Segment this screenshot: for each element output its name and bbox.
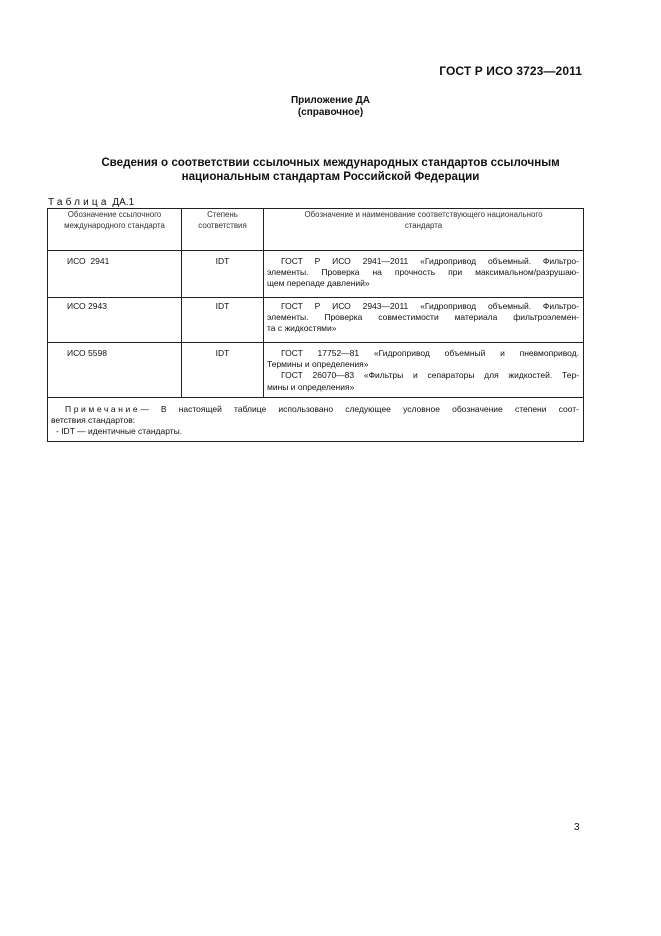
ref-cell: ИСО 2941: [48, 251, 182, 298]
note-text-2: ветствия стандартов:: [51, 415, 136, 426]
appendix-type: (справочное): [297, 107, 364, 118]
note-text-3: - IDT — идентичные стандарты.: [56, 426, 183, 437]
degree-cell: IDT: [182, 343, 264, 398]
table-note: [48, 398, 584, 442]
appendix-title: [0, 95, 661, 119]
table-header-row: [48, 209, 584, 251]
national-cell: ГОСТ Р ИСО 2943—2011 «Гидропривод объемный. Фильтро- элементы. Проверка совместимости материала фильтроэлемен- та с жидкостями»: [264, 298, 584, 343]
appendix-name: Приложение ДА: [290, 95, 371, 106]
table-row: [48, 298, 584, 343]
page-number: 3: [574, 822, 580, 833]
document-code: ГОСТ Р ИСО 3723—2011: [439, 64, 582, 78]
correspondence-table: [47, 208, 584, 442]
note-word: Примечание: [65, 404, 141, 414]
section-heading: [0, 156, 661, 184]
ref-cell: ИСО 5598: [48, 343, 182, 398]
national-cell: ГОСТ Р ИСО 2941—2011 «Гидропривод объемный. Фильтро- элементы. Проверка на прочность при максимальном/разрушаю- щем перепаде давлений»: [264, 251, 584, 298]
table-note-row: [48, 398, 584, 442]
ref-cell: ИСО 2943: [48, 298, 182, 343]
heading-line-1: Сведения о соответствии ссылочных международных стандартов ссылочным: [101, 156, 560, 169]
table-row: [48, 343, 584, 398]
degree-cell: IDT: [182, 298, 264, 343]
national-cell: ГОСТ 17752—81 «Гидропривод объемный и пневмопривод. Термины и определения» ГОСТ 26070—83 «Фильтры и сепараторы для жидкостей. Тер- мины и определения»: [264, 343, 584, 398]
header-national-standard: Обозначение и наименование соответствующего национального стандарта: [264, 209, 584, 251]
table-label-number: ДА.1: [112, 197, 135, 208]
table-row: [48, 251, 584, 298]
header-degree: Степень соответствия: [182, 209, 264, 251]
note-text-1: — В настоящей таблице использовано следующее условное обозначение степени соот-: [140, 404, 579, 414]
table-label: [48, 197, 134, 208]
heading-line-2: национальным стандартам Российской Федерации: [181, 170, 480, 183]
table-label-word: Таблица: [48, 197, 110, 208]
header-ref-standard: Обозначение ссылочного международного стандарта: [48, 209, 182, 251]
degree-cell: IDT: [182, 251, 264, 298]
